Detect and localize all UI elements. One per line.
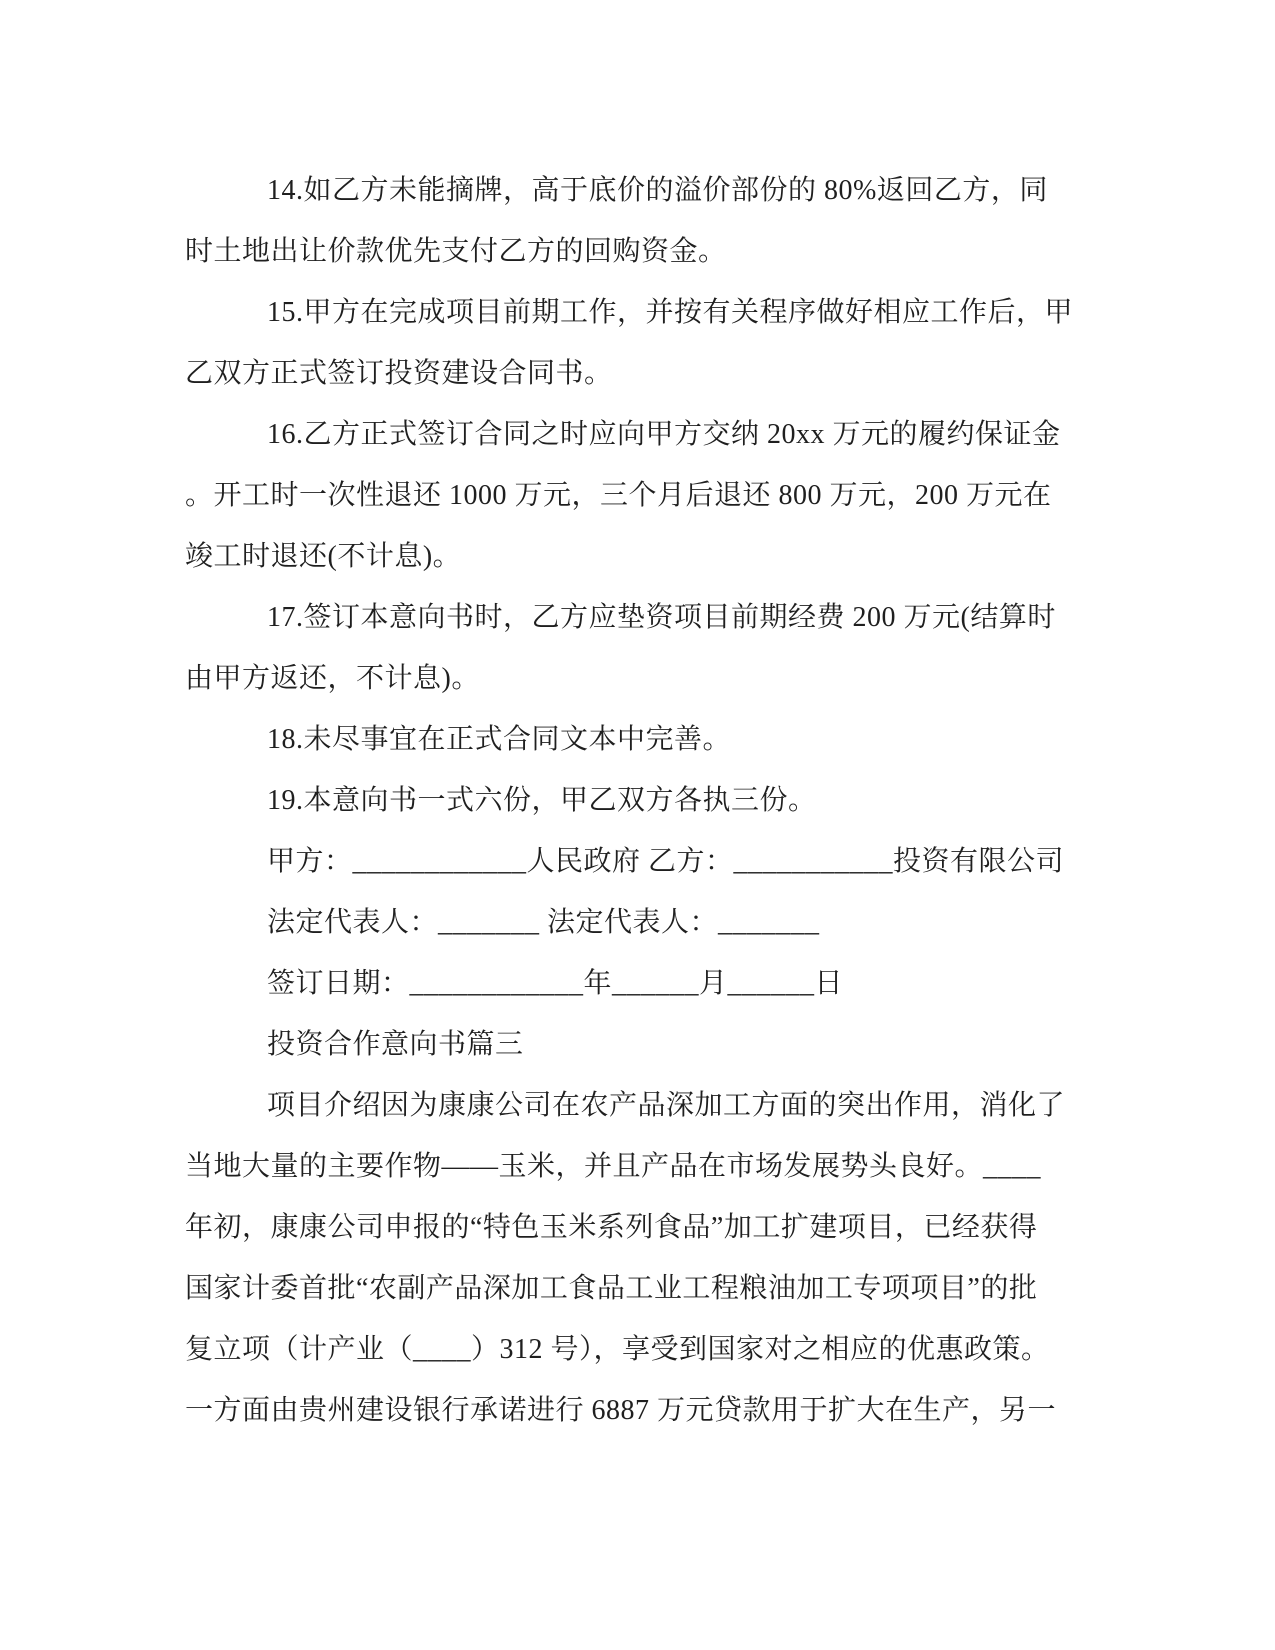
- document-line: 当地大量的主要作物——玉米，并且产品在市场发展势头良好。____: [185, 1151, 1042, 1182]
- document-line: 时土地出让价款优先支付乙方的回购资金。: [185, 236, 727, 267]
- document-line: 一方面由贵州建设银行承诺进行 6887 万元贷款用于扩大在生产，另一: [185, 1395, 1057, 1426]
- document-line: 14.如乙方未能摘牌，高于底价的溢价部份的 80%返回乙方，同: [267, 175, 1048, 206]
- document-line: 甲方：____________人民政府 乙方：___________投资有限公司: [267, 846, 1065, 877]
- document-line: 国家计委首批“农副产品深加工食品工业工程粮油加工专项项目”的批: [185, 1273, 1038, 1304]
- document-line: 项目介绍因为康康公司在农产品深加工方面的突出作用，消化了: [267, 1090, 1066, 1121]
- document-line: 18.未尽事宜在正式合同文本中完善。: [267, 724, 732, 755]
- document-line: 17.签订本意向书时，乙方应垫资项目前期经费 200 万元(结算时: [267, 602, 1056, 633]
- document-line: 由甲方返还，不计息)。: [185, 663, 480, 694]
- document-line: 。开工时一次性退还 1000 万元，三个月后退还 800 万元，200 万元在: [185, 480, 1052, 511]
- document-line: 16.乙方正式签订合同之时应向甲方交纳 20xx 万元的履约保证金: [267, 419, 1061, 450]
- document-line: 乙双方正式签订投资建设合同书。: [185, 358, 613, 389]
- document-line: 19.本意向书一式六份，甲乙双方各执三份。: [267, 785, 817, 816]
- document-line: 年初，康康公司申报的“特色玉米系列食品”加工扩建项目，已经获得: [185, 1212, 1038, 1243]
- document-line: 竣工时退还(不计息)。: [185, 541, 462, 572]
- document-line: 法定代表人：_______ 法定代表人：_______: [267, 907, 820, 938]
- document-line: 15.甲方在完成项目前期工作，并按有关程序做好相应工作后，甲: [267, 297, 1074, 328]
- document-line: 签订日期：____________年______月______日: [267, 968, 844, 999]
- document-line: 复立项（计产业（____）312 号），享受到国家对之相应的优惠政策。: [185, 1334, 1050, 1365]
- document-body: [185, 160, 1074, 1441]
- document-line: 投资合作意向书篇三: [267, 1029, 524, 1060]
